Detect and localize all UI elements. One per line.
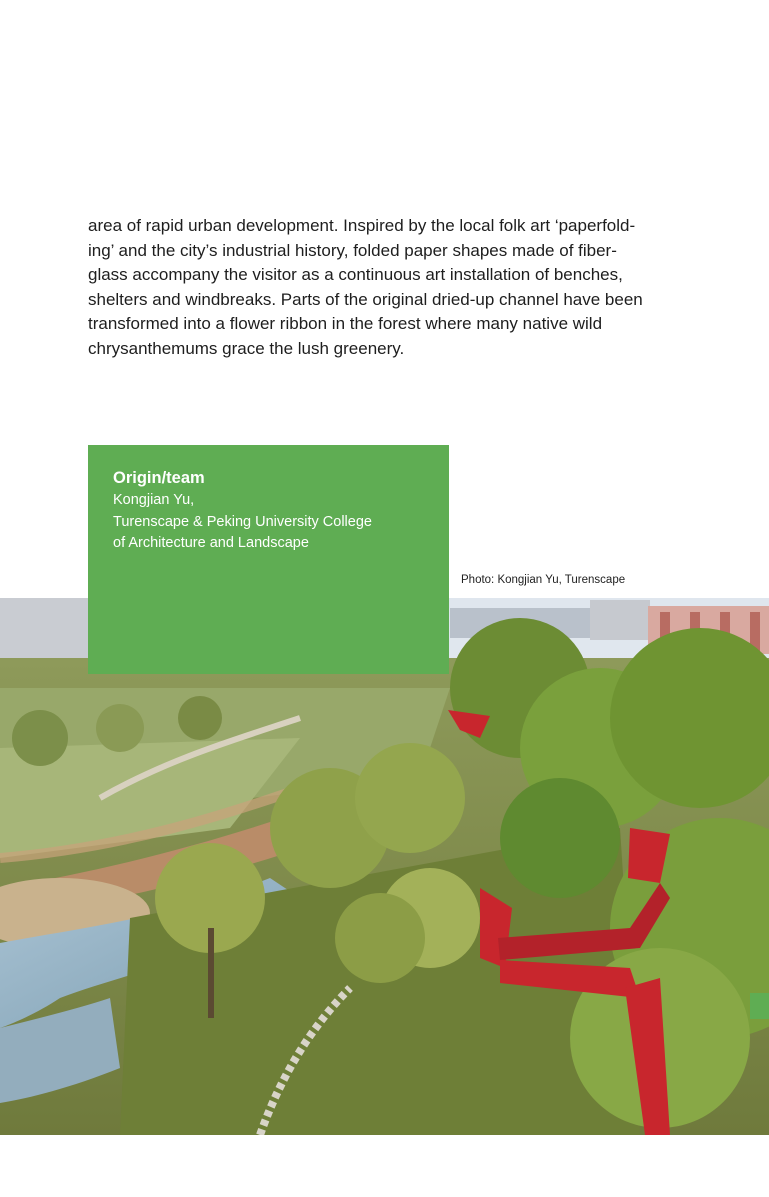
team-organization-line-2: of Architecture and Landscape <box>113 535 309 551</box>
team-organization-line-1: Turenscape & Peking University College <box>113 513 372 530</box>
park-photo <box>0 598 769 1135</box>
photo-credit: Photo: Kongjian Yu, Turenscape <box>461 574 626 586</box>
section-edge-tab <box>750 993 769 1019</box>
body-paragraph: area of rapid urban development. Inspired by the local folk art ‘paperfold- ing’ and the city’s industrial history, folded paper shapes made of fiber- glass accompany the visitor as a continuous art installation of benches, shelters and windbreaks. Parts of the original dried-up channel have been transformed into a flower ribbon in the forest where many native wild chrysanthemums grace the lush greenery. <box>88 216 643 358</box>
origin-team-box <box>88 445 449 674</box>
team-member-name: Kongjian Yu, <box>113 492 195 508</box>
origin-team-heading: Origin/team <box>113 469 205 487</box>
